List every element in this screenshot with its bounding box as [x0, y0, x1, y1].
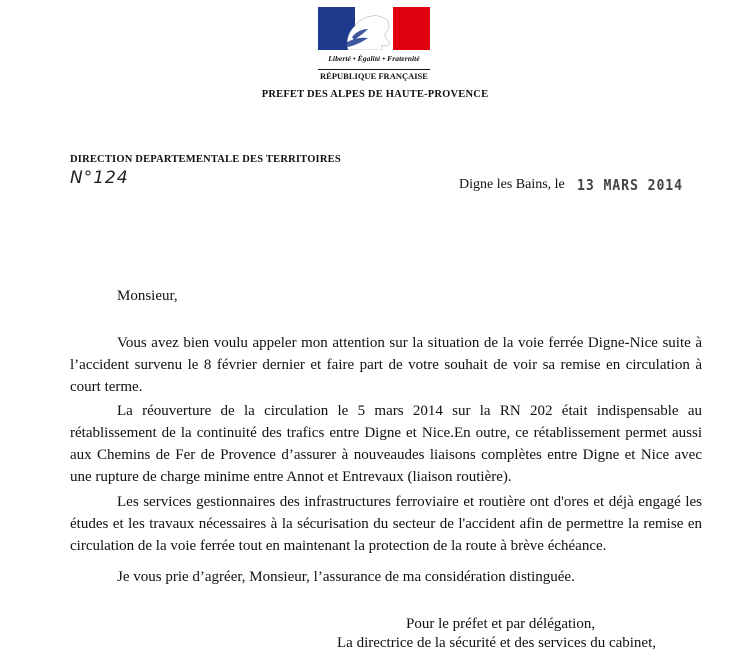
closing-paragraph: Je vous prie d’agréer, Monsieur, l’assurance de ma considération distinguée.	[117, 569, 575, 585]
date-stamp: 13 MARS 2014	[577, 176, 683, 194]
marianne-flag-icon	[318, 7, 430, 50]
letter-paragraph: Les services gestionnaires des infrastructures ferroviaire et routière ont d'ores et déjà engagé les études et les travaux nécessaires à la sécurisation du secteur de l'accident afin de permettre la remise en circulation de la voie ferrée tout en maintenant la protection de la route à brève échéance.	[70, 494, 702, 554]
salutation: Monsieur,	[117, 288, 178, 304]
republic-motto: Liberté • Égalité • Fraternité	[328, 54, 420, 63]
letter-paragraph: Vous avez bien voulu appeler mon attention sur la situation de la voie ferrée Digne-Nice suite à l’accident survenu le 8 février dernier et faire part de votre souhait de voir sa remise en circulation à court terme.	[70, 335, 702, 395]
reference-number: N°124	[70, 168, 129, 188]
signature-title: La directrice de la sécurité et des services du cabinet,	[337, 635, 657, 651]
sender-direction: DIRECTION DEPARTEMENTALE DES TERRITOIRES	[70, 154, 341, 165]
marianne-logo	[318, 7, 430, 87]
signature-delegation: Pour le préfet et par délégation,	[406, 616, 596, 632]
dateline-place: Digne les Bains, le	[459, 177, 565, 192]
republic-name: RÉPUBLIQUE FRANÇAISE	[318, 69, 430, 81]
prefecture-title: PREFET DES ALPES DE HAUTE-PROVENCE	[261, 89, 489, 100]
letter-paragraph: La réouverture de la circulation le 5 mars 2014 sur la RN 202 était indispensable au rétablissement de la continuité des trafics entre Digne et Nice.En outre, ce rétablissement permet aussi aux Chemins de Fer de Provence d’assurer à nouveaudes liaisons complètes entre Digne et Nice avec une rupture de charge minime entre Annot et Entrevaux (liaison routière).	[70, 403, 702, 485]
